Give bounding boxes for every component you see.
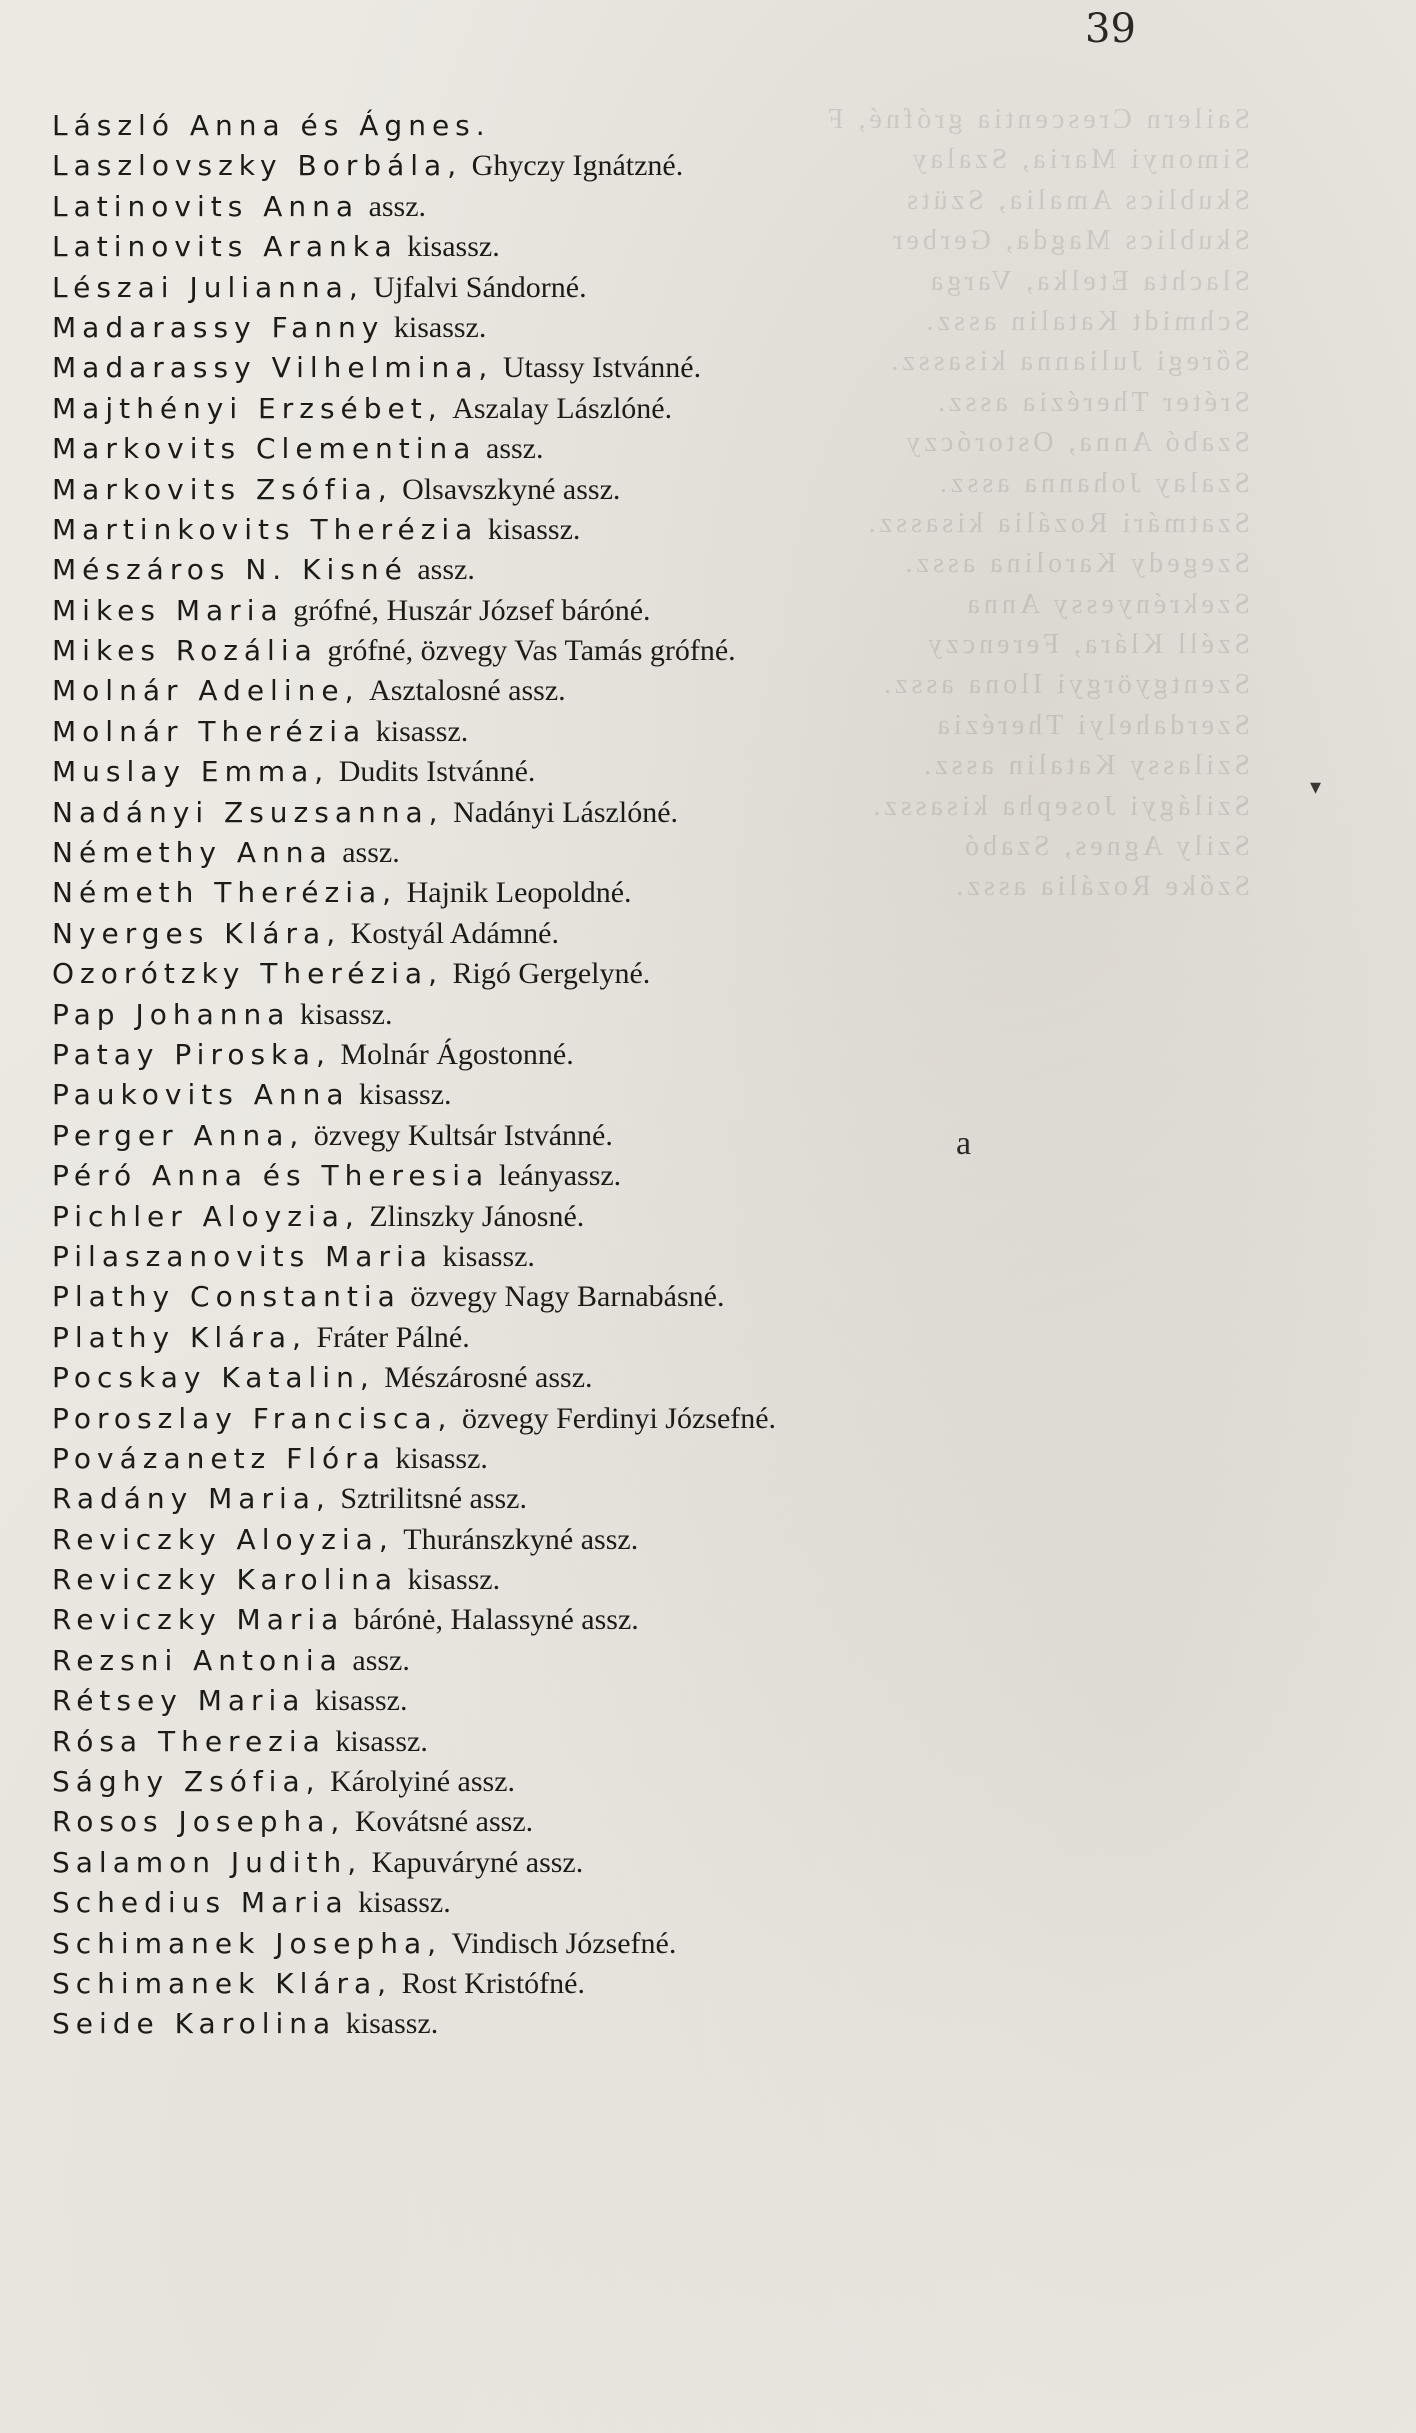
subscriber-name: Povázanetz Flóra	[52, 1441, 386, 1475]
subscriber-title: Vindisch Józsefné.	[451, 1926, 677, 1960]
subscriber-title: Kovátsné assz.	[354, 1805, 534, 1839]
subscriber-name: Seide Karolina	[52, 2007, 337, 2041]
subscriber-name: Rezsni Antonia	[52, 1643, 343, 1677]
list-item	[52, 429, 1232, 469]
subscriber-name: Pap Johanna	[52, 997, 291, 1031]
subscriber-name: Reviczky Aloyzia,	[52, 1522, 394, 1556]
subscriber-name: Laszlovszky Borbála,	[52, 149, 463, 183]
list-item	[52, 1641, 1232, 1681]
subscriber-title: özvegy Ferdinyi Józsefné.	[461, 1401, 777, 1435]
subscriber-title: Mészárosné assz.	[384, 1361, 593, 1395]
subscriber-name: Mikes Rozália	[52, 634, 318, 668]
subscriber-name: Némethy Anna	[52, 836, 333, 870]
list-item	[52, 550, 1232, 590]
list-item	[52, 1479, 1232, 1519]
list-item	[52, 1722, 1232, 1762]
subscriber-title: assz.	[486, 432, 544, 466]
subscriber-title: Asztalosné assz.	[369, 674, 566, 708]
list-item	[52, 671, 1232, 711]
list-item	[52, 348, 1232, 388]
subscriber-title: Aszalay Lászlóné.	[452, 391, 673, 425]
subscriber-name: Molnár Adeline,	[52, 674, 360, 708]
list-item	[52, 1600, 1232, 1640]
list-item	[52, 833, 1232, 873]
subscriber-name: Latinovits Anna	[52, 189, 360, 223]
subscriber-name: Mikes Maria	[52, 593, 284, 627]
list-item	[52, 1883, 1232, 1923]
list-item	[52, 752, 1232, 792]
list-item	[52, 308, 1232, 348]
subscriber-title: leányassz.	[498, 1159, 622, 1193]
subscriber-title: kisassz.	[407, 230, 500, 264]
subscriber-name: Paukovits Anna	[52, 1078, 350, 1112]
show-through-texture: Sailern Crescentia grófné, F Simonyi Maria, Szalay Skublics Amalia, Szüts Skublics Magda, Gerber Slachta Etelka, Varga Schmidt Katalin assz. Sőregi Julianna kisassz. Sréter Therézia assz. Szabó Anna, Ostoróczy Szalay Johanna assz. Szatmári Rozália kisassz. Szegedy Karolina assz. Szekrényessy Anna Széll Klára, Ferenczy Szentgyörgyi Ilona assz. Szerdahelyi Therézia Szilassy Katalin assz. Szilágyi Josepha kisassz. Szily Agnes, Szabó Szőke Rozália assz.	[823, 104, 1250, 903]
subscriber-title: özvegy Kultsár Istvánné.	[313, 1118, 613, 1152]
subscriber-title: kisassz.	[335, 1724, 428, 1758]
subscriber-name: Salamon Judith,	[52, 1845, 363, 1879]
subscriber-title: Sztrilitsné assz.	[340, 1482, 527, 1516]
subscriber-title: Zlinszky Jánosné.	[369, 1199, 585, 1233]
subscriber-name: Pilaszanovits Maria	[52, 1239, 433, 1273]
subscriber-name: László Anna és Ágnes.	[52, 109, 491, 142]
signature-mark: a	[956, 1125, 972, 1162]
subscriber-name: Plathy Constantia	[52, 1280, 401, 1314]
list-item	[52, 470, 1232, 510]
subscriber-name: Rósa Therezia	[52, 1724, 326, 1758]
subscriber-title: kisassz.	[393, 310, 487, 344]
subscriber-name: Martinkovits Therézia	[52, 512, 479, 546]
subscriber-name: Perger Anna,	[52, 1118, 305, 1152]
subscriber-name: Radány Maria,	[52, 1482, 331, 1516]
page-number: 39	[1085, 6, 1136, 52]
subscriber-title: assz.	[342, 836, 400, 870]
list-item	[52, 187, 1232, 227]
list-item	[52, 1075, 1232, 1115]
subscriber-list	[52, 106, 1232, 2045]
list-item	[52, 631, 1232, 671]
list-item	[52, 1843, 1232, 1883]
subscriber-title: grófné, Huszár József báróné.	[293, 593, 651, 627]
subscriber-title: kisassz.	[375, 714, 469, 748]
list-item	[52, 873, 1232, 913]
list-item	[52, 268, 1232, 308]
list-item	[52, 995, 1232, 1035]
list-item	[52, 914, 1232, 954]
list-item	[52, 712, 1232, 752]
list-item	[52, 1277, 1232, 1317]
subscriber-name: Reviczky Maria	[52, 1603, 345, 1637]
subscriber-name: Madarassy Vilhelmina,	[52, 351, 494, 385]
list-item	[52, 106, 1232, 146]
subscriber-name: Majthényi Erzsébet,	[52, 391, 443, 425]
list-item	[52, 146, 1232, 186]
subscriber-title: kisassz.	[315, 1684, 408, 1718]
subscriber-title: Molnár Ágostonné.	[340, 1037, 574, 1071]
subscriber-title: özvegy Nagy Barnabásné.	[410, 1280, 725, 1314]
list-item	[52, 389, 1232, 429]
subscriber-name: Schimanek Josepha,	[52, 1926, 442, 1960]
list-item	[52, 1560, 1232, 1600]
subscriber-name: Markovits Clementina	[52, 432, 477, 466]
subscriber-name: Markovits Zsófia,	[52, 472, 393, 506]
subscriber-name: Latinovits Aranka	[52, 230, 398, 264]
list-item	[52, 227, 1232, 267]
subscriber-name: Patay Piroska,	[52, 1037, 331, 1071]
list-item	[52, 1924, 1232, 1964]
subscriber-title: kisassz.	[487, 512, 581, 546]
subscriber-name: Péró Anna és Theresia	[52, 1159, 490, 1193]
subscriber-name: Molnár Therézia	[52, 714, 367, 748]
subscriber-name: Poroszlay Francisca,	[52, 1401, 453, 1435]
subscriber-title: Utassy Istvánné.	[502, 351, 702, 385]
subscriber-title: kisassz.	[358, 1886, 451, 1920]
list-item	[52, 2004, 1232, 2044]
subscriber-title: Hajnik Leopoldné.	[406, 876, 632, 910]
subscriber-name: Pocskay Katalin,	[52, 1361, 375, 1395]
subscriber-title: kisassz.	[345, 2007, 439, 2041]
list-item	[52, 1399, 1232, 1439]
subscriber-title: assz.	[417, 553, 475, 587]
subscriber-name: Mészáros N. Kisné	[52, 553, 408, 587]
subscriber-title: Thuránszkyné assz.	[403, 1522, 639, 1556]
subscriber-name: Muslay Emma,	[52, 755, 330, 789]
subscriber-name: Pichler Aloyzia,	[52, 1199, 360, 1233]
subscriber-name: Rosos Josepha,	[52, 1805, 346, 1839]
list-item	[52, 591, 1232, 631]
subscriber-title: Kapuváryné assz.	[371, 1845, 584, 1879]
subscriber-name: Schedius Maria	[52, 1886, 349, 1920]
subscriber-title: kisassz.	[359, 1078, 452, 1112]
list-item	[52, 1156, 1232, 1196]
list-item	[52, 1520, 1232, 1560]
subscriber-name: Plathy Klára,	[52, 1320, 307, 1354]
list-item	[52, 1358, 1232, 1398]
subscriber-title: grófné, özvegy Vas Tamás grófné.	[327, 634, 736, 668]
subscriber-title: Dudits Istvánné.	[338, 755, 536, 789]
subscriber-title: Ghyczy Ignátzné.	[471, 149, 684, 183]
list-item	[52, 1802, 1232, 1842]
list-item	[52, 1964, 1232, 2004]
subscriber-name: Ozorótzky Therézia,	[52, 957, 443, 991]
subscriber-title: Olsavszkyné assz.	[402, 472, 621, 506]
subscriber-name: Madarassy Fanny	[52, 310, 385, 344]
subscriber-name: Nadányi Zsuzsanna,	[52, 795, 444, 829]
list-item	[52, 1035, 1232, 1075]
subscriber-title: assz.	[352, 1643, 410, 1677]
subscriber-name: Németh Therézia,	[52, 876, 398, 910]
subscriber-title: Fráter Pálné.	[316, 1320, 470, 1354]
subscriber-title: bárónė, Halassyné assz.	[353, 1603, 639, 1637]
subscriber-title: Rost Kristófné.	[401, 1966, 585, 2000]
list-item	[52, 1681, 1232, 1721]
subscriber-name: Lészai Julianna,	[52, 270, 364, 304]
subscriber-title: Kostyál Adámné.	[350, 916, 559, 950]
subscriber-name: Rétsey Maria	[52, 1684, 306, 1718]
subscriber-title: Rigó Gergelyné.	[452, 957, 651, 991]
list-item	[52, 510, 1232, 550]
list-item	[52, 1762, 1232, 1802]
list-item	[52, 1318, 1232, 1358]
subscriber-name: Schimanek Klára,	[52, 1966, 393, 2000]
subscriber-title: assz.	[368, 189, 427, 223]
list-item	[52, 793, 1232, 833]
subscriber-name: Sághy Zsófia,	[52, 1765, 321, 1799]
subscriber-title: Nadányi Lászlóné.	[453, 795, 679, 829]
subscriber-name: Nyerges Klára,	[52, 916, 342, 950]
list-item	[52, 1197, 1232, 1237]
list-item	[52, 954, 1232, 994]
list-item	[52, 1237, 1232, 1277]
list-item	[52, 1116, 1232, 1156]
subscriber-name: Reviczky Karolina	[52, 1563, 399, 1597]
subscriber-title: kisassz.	[442, 1239, 535, 1273]
subscriber-title: Károlyiné assz.	[330, 1765, 516, 1799]
subscriber-title: kisassz.	[407, 1563, 501, 1597]
subscriber-title: Ujfalvi Sándorné.	[373, 270, 587, 304]
margin-mark-icon: ▾	[1310, 775, 1322, 800]
list-item	[52, 1439, 1232, 1479]
subscriber-title: kisassz.	[299, 997, 393, 1031]
subscriber-title: kisassz.	[395, 1441, 488, 1475]
